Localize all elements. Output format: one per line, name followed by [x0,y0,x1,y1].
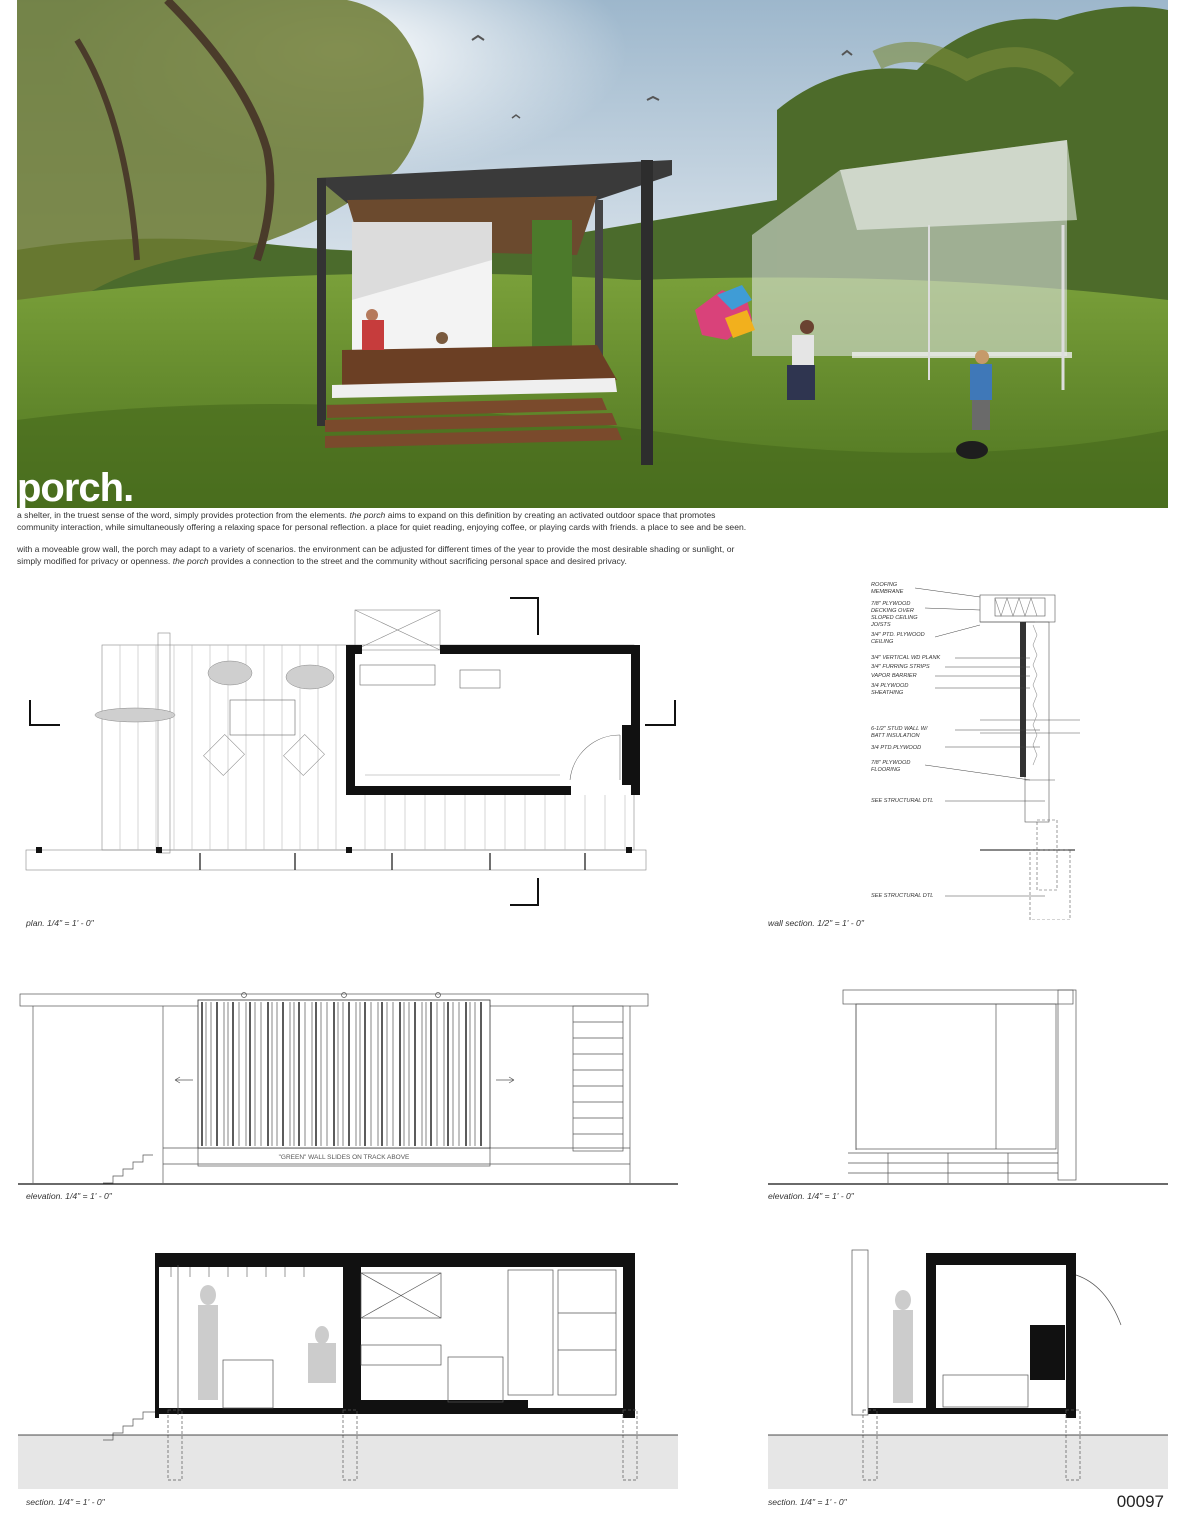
porch-rendering-image [17,0,1168,508]
p2-segment: with a moveable grow wall, the porch may adapt to a variety of scenarios. the environment can be adjusted for different times of the year to provide the most desirable shading or sunlight, or simply modified for privacy or openness. [17,544,735,566]
window-marks [200,853,585,870]
description-paragraph-1 [17,510,757,533]
long-elevation-drawing [18,988,680,1188]
section-figures [198,1285,336,1400]
plan-caption: plan. 1/4" = 1' - 0" [26,918,94,928]
green-wall-slats [198,1000,490,1148]
wall-callout-text: ROOFING MEMBRANE 7/8" PLYWOOD DECKING OVER SLOPED CEILING JOISTS 3/4" PTD. PLYWOOD CEILING 3/4" VERTICAL WD PLANK 3/4" FURRING STRIPS VAPOR BARRIER 3/4 PLYWOOD SHEATHING 6-1/2" STUD WALL W/ BATT INSULATION 3/4 PTD.PLYWOOD 7/8" PLYWOOD FLOORING SEE STRUCTURAL DTL SEE STRUCTURAL DTL [871,582,941,899]
long-section-caption: section. 1/4" = 1' - 0" [26,1497,105,1507]
short-elevation-drawing [768,985,1170,1188]
floor-plan-drawing [20,595,690,915]
short-section-drawing [768,1245,1170,1490]
p2-segment-emphasis: the porch [172,555,209,566]
plan-figures [95,661,334,776]
p1-segment-emphasis: the porch [349,510,386,520]
p1-segment: a shelter, in the truest sense of the word, simply provides protection from the elements. [17,510,350,520]
p1-segment: aims to expand on this definition by creating an activated outdoor space that promotes community interaction, while simultaneously offering a relaxing space for personal reflection. a place for quiet reading, enjoying coffee, or playing cards with friends. a place to see and be seen. [17,510,747,532]
description-paragraph-2 [17,544,757,567]
green-wall-note: "GREEN" WALL SLIDES ON TRACK ABOVE [278,1154,410,1161]
short-elevation-caption: elevation. 1/4" = 1' - 0" [768,1191,854,1201]
long-section-drawing [18,1245,680,1490]
short-section-figure [893,1290,913,1403]
project-title: porch. [17,466,134,510]
p2-segment: provides a connection to the street and the community without sacrificing personal space and desired privacy. [208,555,627,566]
sheet-number: 00097 [1116,1492,1164,1511]
interior-walls [36,645,640,853]
long-elevation-caption: elevation. 1/4" = 1' - 0" [26,1191,112,1201]
project-description [17,510,757,578]
short-section-caption: section. 1/4" = 1' - 0" [768,1497,847,1507]
wall-section-drawing [865,575,1095,920]
hero-rendering [17,0,1168,508]
deck-boards [120,645,625,850]
wall-section-caption: wall section. 1/2" = 1' - 0" [768,918,864,928]
